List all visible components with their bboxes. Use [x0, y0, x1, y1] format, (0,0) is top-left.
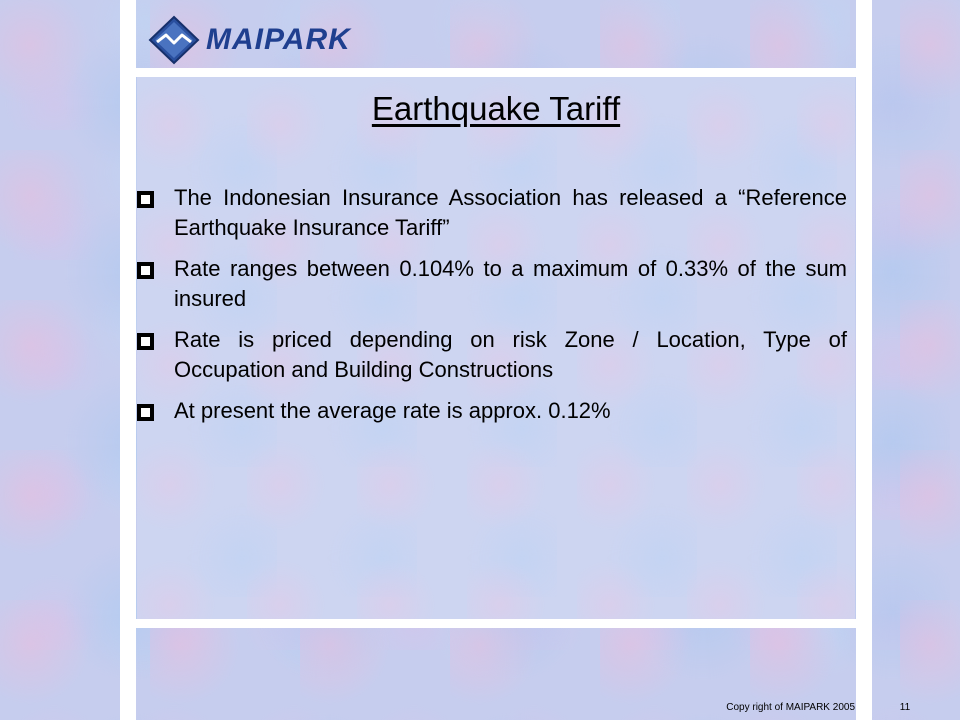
bullet-text: Rate is priced depending on risk Zone / Location, Type of Occupation and Building Constructions	[174, 327, 847, 382]
maipark-logo	[148, 15, 351, 65]
hollow-square-bullet-icon	[137, 333, 154, 350]
logo-wordmark: MAIPARK	[206, 23, 351, 56]
footer-divider	[120, 619, 872, 628]
maipark-diamond-icon	[148, 15, 200, 65]
bullet-text: Rate ranges between 0.104% to a maximum of 0.33% of the sum insured	[174, 256, 847, 311]
bullet-item	[137, 396, 847, 426]
right-frame-strip	[856, 0, 872, 720]
header-divider	[120, 68, 872, 77]
slide-title: Earthquake Tariff	[371, 90, 621, 127]
bullet-item	[137, 325, 847, 385]
bullet-item	[137, 183, 847, 243]
hollow-square-bullet-icon	[137, 191, 154, 208]
hollow-square-bullet-icon	[137, 262, 154, 279]
hollow-square-bullet-icon	[137, 404, 154, 421]
copyright-notice: Copy right of MAIPARK 2005	[726, 702, 855, 713]
page-number: 11	[899, 702, 911, 713]
left-frame-strip	[120, 0, 136, 720]
bullet-text: At present the average rate is approx. 0.12%	[174, 398, 611, 423]
bullet-list	[137, 183, 847, 437]
bullet-item	[137, 254, 847, 314]
bullet-text: The Indonesian Insurance Association has released a “Reference Earthquake Insurance Tariff”	[174, 185, 847, 240]
